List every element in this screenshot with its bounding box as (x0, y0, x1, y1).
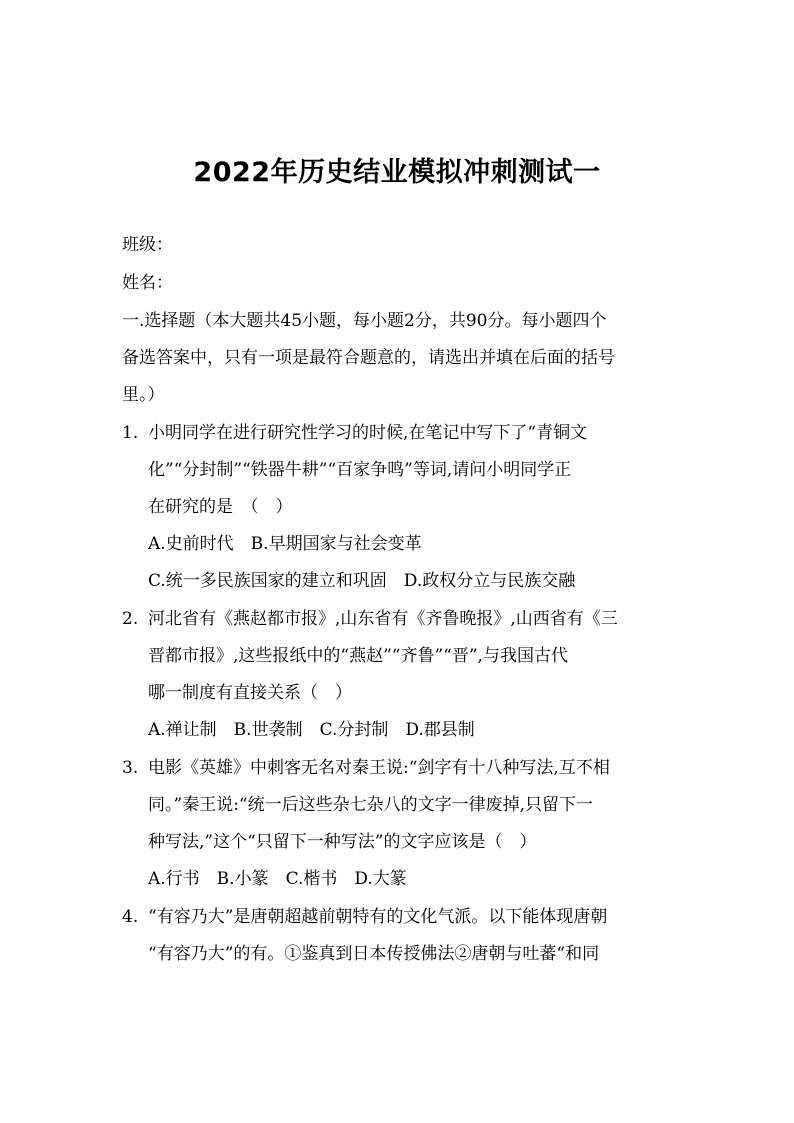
section-instruction-line-1: 一.选择题（本大题共45小题，每小题2分，共90分。每小题四个 (122, 311, 607, 331)
name-label: 姓名： (122, 273, 173, 293)
question-3-line-2: 同。”秦王说:“统一后这些杂七杂八的文字一律废掉,只留下一 (148, 795, 594, 815)
question-3-line-1: 电影《英雄》中刺客无名对秦王说:“剑字有十八种写法,互不相 (148, 758, 610, 778)
question-1-options-line-2: C.统一多民族国家的建立和巩固 D.政权分立与民族交融 (148, 571, 576, 591)
section-instruction-line-3: 里。） (122, 385, 165, 405)
question-3-line-3: 种写法,”这个“只留下一种写法”的文字应该是（ ） (148, 832, 537, 852)
question-1-line-2: 化”“分封制”“铁器牛耕”“百家争鸣”等词,请问小明同学正 (148, 460, 572, 480)
question-2-line-3: 哪一制度有直接关系（ ） (148, 683, 352, 703)
question-2-line-2: 晋都市报》,这些报纸中的“燕赵”“齐鲁”“晋”,与我国古代 (148, 646, 568, 666)
question-3-number: 3. (122, 758, 139, 778)
question-4-number: 4. (122, 907, 139, 927)
question-4-line-2: “有容乃大”的有。①鉴真到日本传授佛法②唐朝与吐蕃“和同 (148, 944, 600, 964)
question-2-line-1: 河北省有《燕赵都市报》,山东省有《齐鲁晚报》,山西省有《三 (148, 609, 618, 629)
question-2-options: A.禅让制 B.世袭制 C.分封制 D.郡县制 (148, 720, 475, 740)
question-4-line-1: “有容乃大”是唐朝超越前朝特有的文化气派。以下能体现唐朝 (148, 907, 608, 927)
section-instruction-line-2: 备选答案中，只有一项是最符合题意的，请选出并填在后面的括号 (122, 348, 615, 368)
question-3-options: A.行书 B.小篆 C.楷书 D.大篆 (148, 869, 407, 889)
exam-title: 2022年历史结业模拟冲刺测试一 (193, 157, 601, 188)
class-label: 班级： (122, 235, 173, 255)
question-1-line-3: 在研究的是 （ ） (148, 497, 293, 517)
question-1-options-line-1: A.史前时代 B.早期国家与社会变革 (148, 534, 422, 554)
question-2-number: 2. (122, 609, 139, 629)
question-1-number: 1. (122, 423, 139, 443)
question-1-line-1: 小明同学在进行研究性学习的时候,在笔记中写下了“青铜文 (148, 423, 588, 443)
